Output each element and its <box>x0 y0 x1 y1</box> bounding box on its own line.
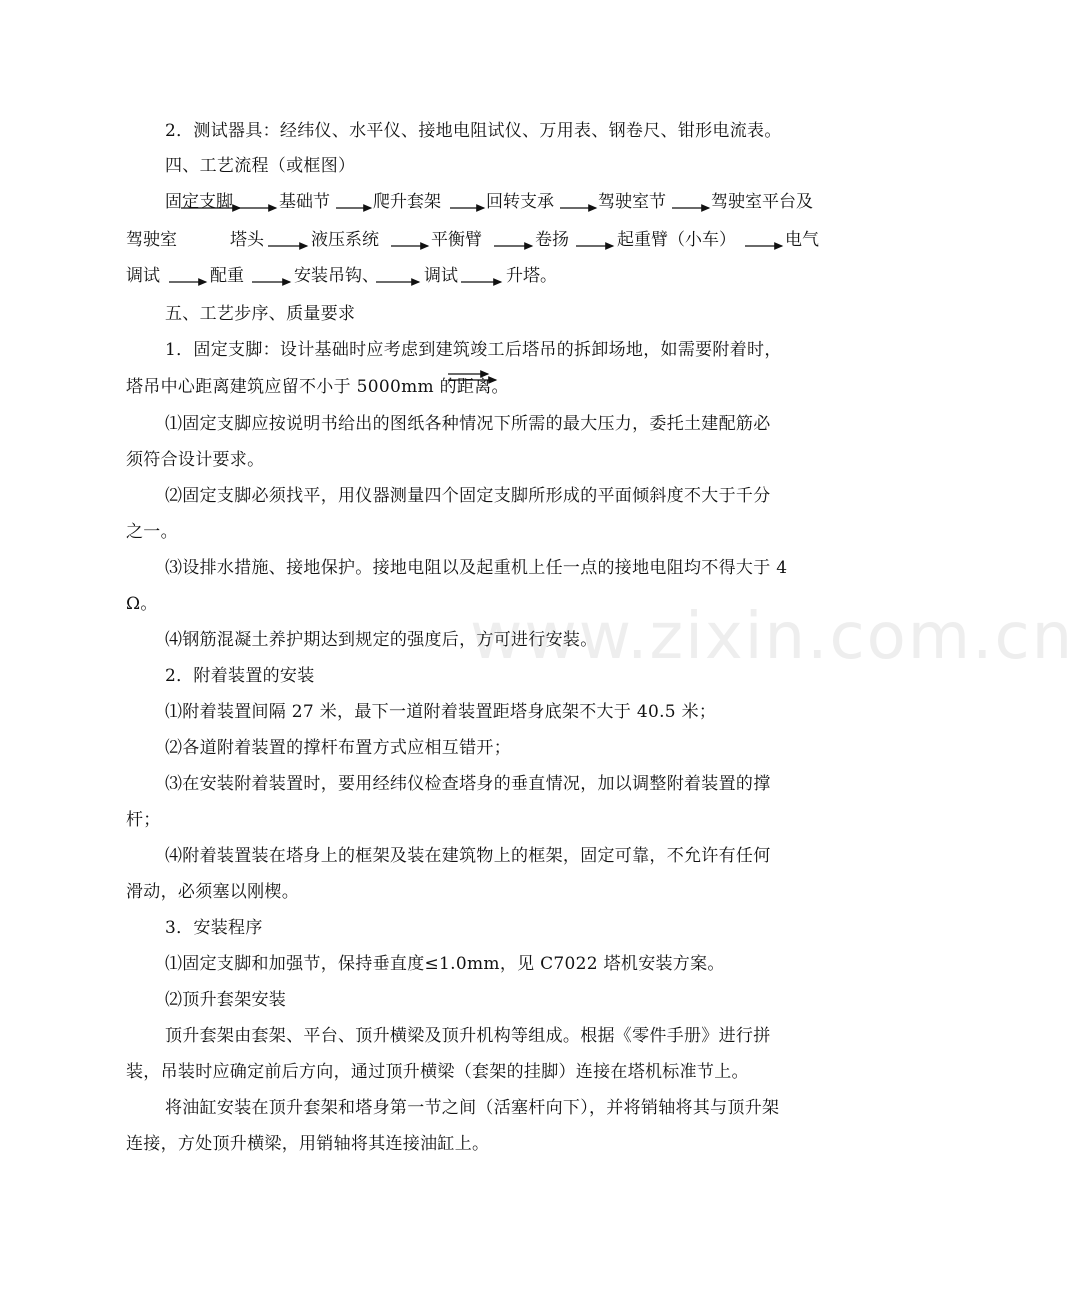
paragraph-line: 连接，方处顶升横梁，用销轴将其连接油缸上。 <box>126 1134 490 1154</box>
section-4-heading: 四、工艺流程（或框图） <box>165 156 356 176</box>
flow-step: 调试 <box>424 266 458 286</box>
paragraph-line: ⑷钢筋混凝土养护期达到规定的强度后，方可进行安装。 <box>165 630 598 650</box>
paragraph-line: 将油缸安装在顶升套架和塔身第一节之间（活塞杆向下），并将销轴将其与顶升架 <box>165 1098 780 1118</box>
paragraph-line: Ω。 <box>126 594 158 614</box>
flow-step: 平衡臂 <box>431 230 482 250</box>
paragraph-line: ⑴固定支脚和加强节，保持垂直度≤1.0mm，见 C7022 塔机安装方案。 <box>165 954 725 974</box>
paragraph-line: 杆； <box>126 810 161 830</box>
paragraph-line: 顶升套架由套架、平台、顶升横梁及顶升机构等组成。根据《零件手册》进行拼 <box>165 1026 771 1046</box>
paragraph-line: ⑴固定支脚应按说明书给出的图纸各种情况下所需的最大压力，委托土建配筋必 <box>165 414 771 434</box>
paragraph-line: ⑴附着装置间隔 27 米，最下一道附着装置距塔身底架不大于 40.5 米； <box>165 702 717 722</box>
flow-step: 驾驶室平台及 <box>711 192 813 212</box>
test-equipment-line: 2．测试器具：经纬仪、水平仪、接地电阻试仪、万用表、钢卷尺、钳形电流表。 <box>165 121 782 141</box>
paragraph-line: ⑵顶升套架安装 <box>165 990 287 1010</box>
flow-step: 安装吊钩、 <box>294 266 379 286</box>
flow-step: 液压系统 <box>311 230 379 250</box>
paragraph-line: 1．固定支脚：设计基础时应考虑到建筑竣工后塔吊的拆卸场地，如需要附着时， <box>165 340 782 360</box>
flow-step: 升塔。 <box>506 266 557 286</box>
section-heading: 3．安装程序 <box>165 918 263 938</box>
paragraph-line: ⑷附着装置装在塔身上的框架及装在建筑物上的框架，固定可靠，不允许有任何 <box>165 846 771 866</box>
section-5-heading: 五、工艺步序、质量要求 <box>165 304 356 324</box>
flow-step: 电气 <box>785 230 819 250</box>
flow-step: 驾驶室 <box>126 230 177 250</box>
flow-step: 卷扬 <box>535 230 569 250</box>
paragraph-line: 之一。 <box>126 522 178 542</box>
paragraph-line: ⑶设排水措施、接地保护。接地电阻以及起重机上任一点的接地电阻均不得大于 4 <box>165 558 788 578</box>
flow-step: 配重 <box>210 266 244 286</box>
paragraph-line: ⑵固定支脚必须找平，用仪器测量四个固定支脚所形成的平面倾斜度不大于千分 <box>165 486 771 506</box>
section-heading: 2．附着装置的安装 <box>165 666 315 686</box>
paragraph-line: 塔吊中心距离建筑应留不小于 5000mm 的距离。 <box>126 377 509 397</box>
flow-step: 爬升套架 <box>373 192 441 212</box>
flow-step: 回转支承 <box>486 192 554 212</box>
paragraph-line: 须符合设计要求。 <box>126 450 265 470</box>
watermark: www.zixin.com.cn <box>470 600 1074 674</box>
flow-step: 塔头 <box>230 230 264 250</box>
flow-step: 固定支脚 <box>165 192 233 212</box>
flow-step: 起重臂（小车） <box>617 230 736 250</box>
paragraph-line: ⑶在安装附着装置时，要用经纬仪检查塔身的垂直情况，加以调整附着装置的撑 <box>165 774 771 794</box>
flow-step: 基础节 <box>279 192 330 212</box>
flow-step: 调试 <box>126 266 160 286</box>
paragraph-line: 滑动，必须塞以刚楔。 <box>126 882 299 902</box>
paragraph-line: 装，吊装时应确定前后方向，通过顶升横梁（套架的挂脚）连接在塔机标准节上。 <box>126 1062 749 1082</box>
paragraph-line: ⑵各道附着装置的撑杆布置方式应相互错开； <box>165 738 511 758</box>
flow-step: 驾驶室节 <box>598 192 666 212</box>
